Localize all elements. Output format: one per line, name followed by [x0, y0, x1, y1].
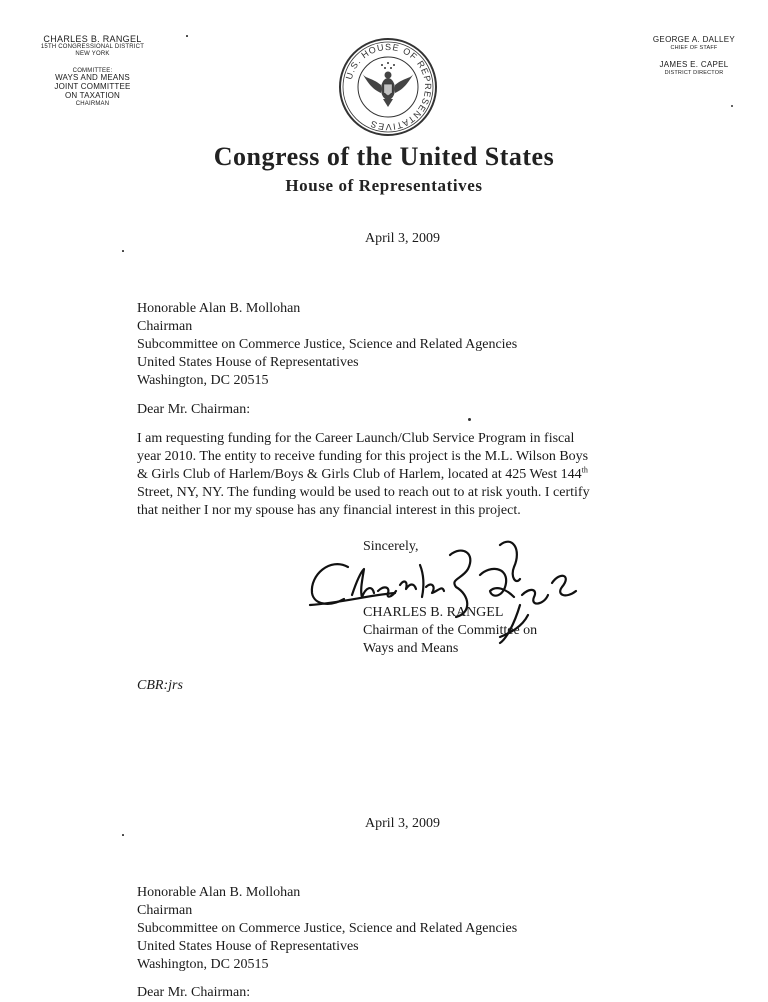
joint-committee-line1: JOINT COMMITTEE	[54, 82, 131, 92]
chief-of-staff-name: GEORGE A. DALLEY	[652, 35, 736, 44]
letter-body	[137, 430, 637, 520]
district: 15TH CONGRESSIONAL DISTRICT	[40, 44, 145, 51]
recipient-line: Honorable Alan B. Mollohan	[137, 301, 301, 316]
recipient-line: Chairman	[137, 319, 193, 334]
body-line-text: & Girls Club of Harlem/Boys & Girls Club of Harlem, located at 425 West 144	[137, 467, 582, 482]
recipient-line: United States House of Representatives	[137, 939, 359, 954]
letter-date: April 3, 2009	[365, 231, 441, 246]
repeat-salutation: Dear Mr. Chairman:	[137, 985, 251, 1000]
body-line: year 2010. The entity to receive funding for this project is the M.L. Wilson Boys	[137, 449, 589, 464]
letterhead-left	[0, 34, 185, 108]
house-seal-icon	[338, 37, 438, 137]
recipient-line: Washington, DC 20515	[137, 957, 269, 972]
committee-label: COMMITTEE:	[72, 67, 113, 74]
signer-title: Ways and Means	[363, 641, 459, 656]
recipient-line: Subcommittee on Commerce Justice, Science and Related Agencies	[137, 921, 518, 936]
recipient-line: Subcommittee on Commerce Justice, Science and Related Agencies	[137, 337, 518, 352]
scan-speck	[468, 418, 471, 421]
scan-speck	[122, 834, 124, 836]
repeat-letter-date: April 3, 2009	[365, 816, 441, 831]
state: NEW YORK	[75, 50, 110, 57]
signature-block	[363, 604, 537, 658]
salutation: Dear Mr. Chairman:	[137, 402, 251, 417]
recipient-line: Chairman	[137, 903, 193, 918]
letterhead-right	[610, 36, 768, 76]
body-line: that neither I nor my spouse has any financial interest in this project.	[137, 503, 521, 518]
body-line: I am requesting funding for the Career Launch/Club Service Program in fiscal	[137, 431, 575, 446]
scan-speck	[186, 35, 188, 37]
body-line: Street, NY, NY. The funding would be used to reach out to at risk youth. I certify	[137, 485, 590, 500]
superscript: th	[581, 465, 588, 475]
closing: Sincerely,	[363, 539, 419, 554]
committee-name: WAYS AND MEANS	[55, 73, 130, 83]
recipient-address	[137, 300, 517, 390]
repeat-recipient-address	[137, 884, 517, 974]
recipient-line: United States House of Representatives	[137, 355, 359, 370]
letterhead-title: Congress of the United States	[213, 142, 555, 171]
member-role: CHAIRMAN	[75, 101, 110, 108]
letterhead-subtitle: House of Representatives	[285, 176, 483, 195]
chief-of-staff-title: CHIEF OF STAFF	[670, 44, 718, 51]
district-director-title: DISTRICT DIRECTOR	[664, 69, 724, 76]
scan-speck	[731, 105, 733, 107]
initials: CBR:jrs	[137, 678, 183, 693]
joint-committee-line2: ON TAXATION	[64, 91, 121, 101]
seal-text: U.S. HOUSE OF REPRESENTATIVES	[343, 41, 434, 133]
body-line	[137, 466, 637, 484]
district-director-name: JAMES E. CAPEL	[659, 59, 729, 69]
recipient-line: Washington, DC 20515	[137, 373, 269, 388]
signer-name: CHARLES B. RANGEL	[363, 605, 504, 620]
scan-speck	[122, 250, 124, 252]
recipient-line: Honorable Alan B. Mollohan	[137, 885, 301, 900]
member-name: CHARLES B. RANGEL	[43, 34, 142, 44]
signer-title: Chairman of the Committee on	[363, 623, 538, 638]
